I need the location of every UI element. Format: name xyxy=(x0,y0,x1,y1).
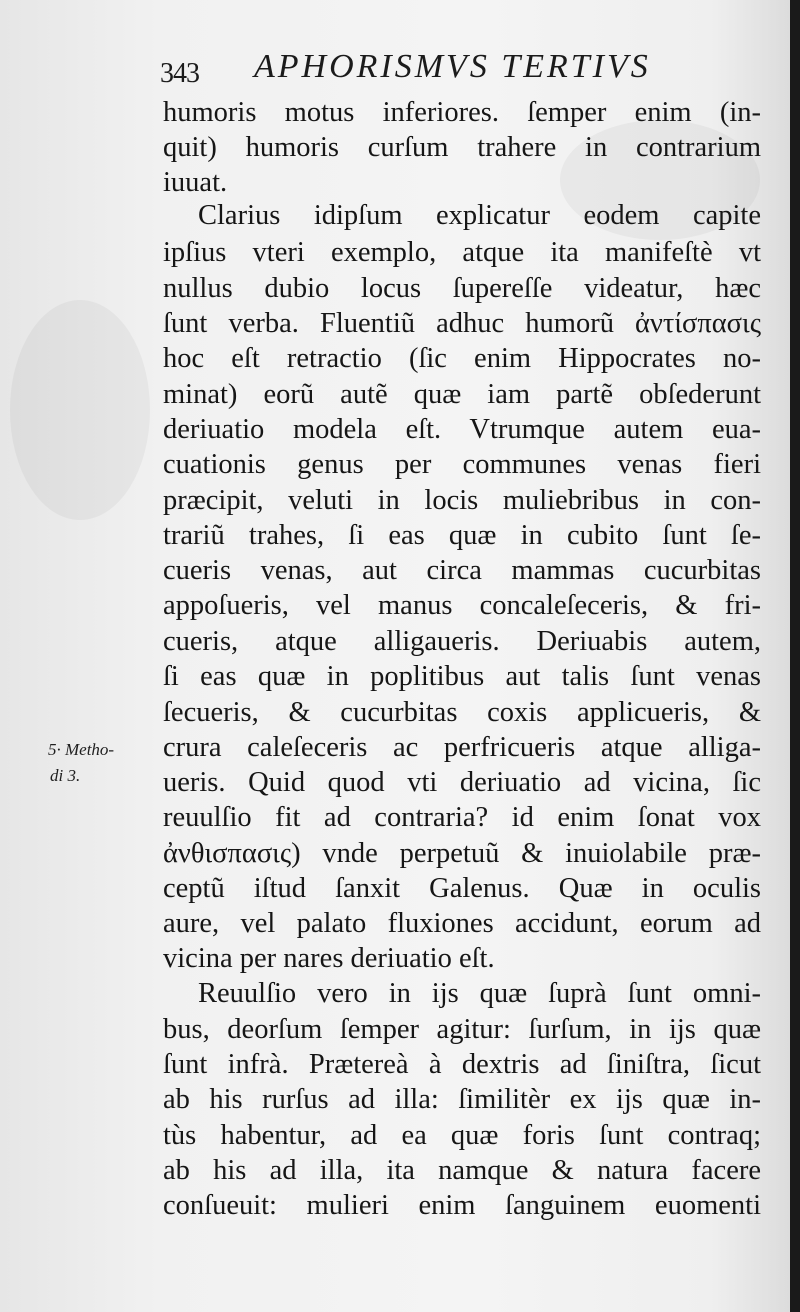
text-line: crura caleſeceris ac perfricueris atque alliga- xyxy=(163,732,761,763)
text-line: deriuatio modela eſt. Vtrumque autem eua- xyxy=(163,414,761,445)
text-line: Clarius idipſum explicatur eodem capite xyxy=(198,200,761,231)
margin-note-line: 5· Metho- xyxy=(48,740,115,759)
page-number: 343 xyxy=(160,58,199,89)
text-line: nullus dubio locus ſupereſſe videatur, hæc xyxy=(163,273,761,304)
text-line: aure, vel palato fluxiones accidunt, eorum ad xyxy=(163,908,761,939)
text-line: appoſueris, vel manus concaleſeceris, & fri- xyxy=(163,590,761,621)
text-line: cuationis genus per communes venas fieri xyxy=(163,449,761,480)
text-line: præcipit, veluti in locis muliebribus in con- xyxy=(163,485,761,516)
text-line: humoris motus inferiores. ſemper enim (in- xyxy=(163,97,761,128)
text-line: tùs habentur, ad ea quæ foris ſunt contraq; xyxy=(163,1120,761,1151)
text-line: Reuulſio vero in ijs quæ ſuprà ſunt omni- xyxy=(198,978,761,1009)
text-line: cueris venas, aut circa mammas cucurbitas xyxy=(163,555,761,586)
text-line: ſi eas quæ in poplitibus aut talis ſunt venas xyxy=(163,661,761,692)
text-line: ipſius vteri exemplo, atque ita manifeſtè vt xyxy=(163,237,761,268)
running-title: APHORISMVS TERTIVS xyxy=(254,48,651,85)
text-line: ueris. Quid quod vti deriuatio ad vicina, ſic xyxy=(163,767,761,798)
text-line: iuuat. xyxy=(163,167,228,198)
text-line: vicina per nares deriuatio eſt. xyxy=(163,943,495,974)
margin-note-line: di 3. xyxy=(50,766,81,785)
margin-note xyxy=(48,740,160,786)
text-line: ceptũ iſtud ſanxit Galenus. Quæ in oculis xyxy=(163,873,761,904)
text-line: ſunt infrà. Prætereà à dextris ad ſiniſtra, ſicut xyxy=(163,1049,761,1080)
text-line: hoc eſt retractio (ſic enim Hippocrates no- xyxy=(163,343,761,374)
text-line: ab his ad illa, ita namque & natura facere xyxy=(163,1155,761,1186)
text-line: cueris, atque alligaueris. Deriuabis autem, xyxy=(163,626,761,657)
text-line: ſecueris, & cucurbitas coxis applicueris, & xyxy=(163,697,761,728)
text-line: conſueuit: mulieri enim ſanguinem euomenti xyxy=(163,1190,761,1221)
text-line: trariũ trahes, ſi eas quæ in cubito ſunt ſe- xyxy=(163,520,761,551)
page-edge xyxy=(790,0,800,1312)
text-line: quit) humoris curſum trahere in contrarium xyxy=(163,132,761,163)
text-line: reuulſio fit ad contraria? id enim ſonat vox xyxy=(163,802,761,833)
text-line: ſunt verba. Fluentiũ adhuc humorũ ἀντίσπασις xyxy=(163,308,761,339)
text-line: ab his rurſus ad illa: ſimilitèr ex ijs quæ in- xyxy=(163,1084,761,1115)
text-line: ἀνθισπασις) vnde perpetuũ & inuiolabile præ- xyxy=(163,838,761,869)
text-line: bus, deorſum ſemper agitur: ſurſum, in ijs quæ xyxy=(163,1014,761,1045)
text-line: minat) eorũ autẽ quæ iam partẽ obſederunt xyxy=(163,379,761,410)
